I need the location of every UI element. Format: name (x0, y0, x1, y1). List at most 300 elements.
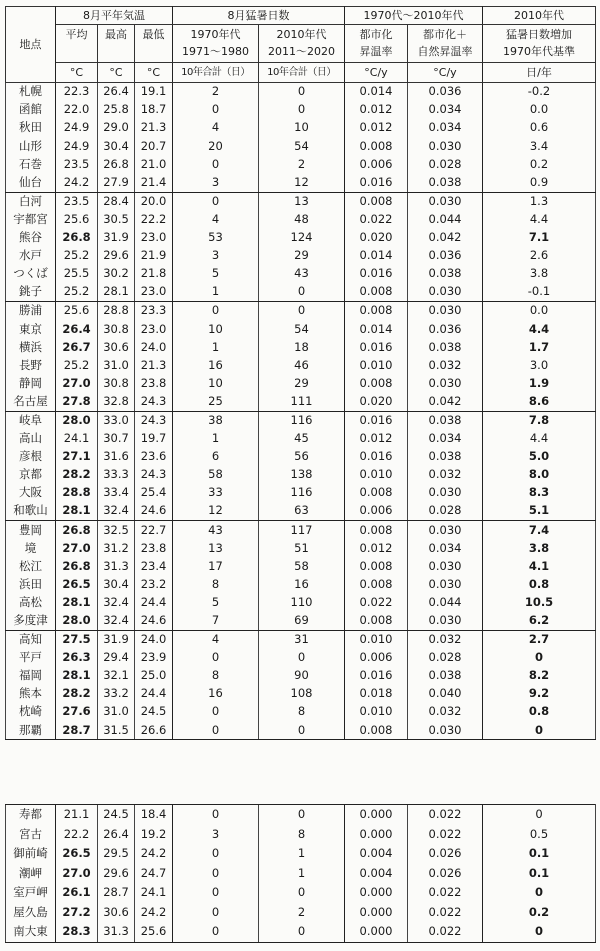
urban-rate-cell: 0.010 (345, 466, 408, 484)
urban-natural-rate-cell: 0.036 (408, 83, 483, 102)
urban-rate-cell: 0.016 (345, 265, 408, 283)
increase-cell: 0 (483, 649, 596, 667)
table-row (6, 466, 596, 484)
header-urban-natural-1: 都市化＋ (423, 28, 467, 41)
min-temp-cell: 21.8 (135, 265, 173, 283)
hot-days-2010-cell: 29 (259, 375, 345, 393)
min-temp-cell: 23.9 (135, 649, 173, 667)
min-temp-cell: 26.6 (135, 721, 173, 740)
table-row (6, 825, 596, 845)
max-temp-cell: 29.6 (98, 864, 135, 884)
max-temp-cell: 31.0 (98, 703, 135, 721)
urban-rate-cell: 0.008 (345, 192, 408, 211)
min-temp-cell: 24.7 (135, 864, 173, 884)
urban-natural-rate-cell: 0.038 (408, 173, 483, 192)
hot-days-1970-cell: 3 (173, 173, 259, 192)
table-row (6, 338, 596, 356)
table-row (6, 922, 596, 942)
hot-days-2010-cell: 116 (259, 411, 345, 430)
min-temp-cell: 19.1 (135, 83, 173, 102)
increase-cell: 1.7 (483, 338, 596, 356)
increase-cell: 2.7 (483, 630, 596, 649)
header-2010-range: 2011〜2020 (268, 44, 335, 58)
min-temp-cell: 24.3 (135, 393, 173, 412)
urban-natural-rate-cell: 0.038 (408, 411, 483, 430)
avg-temp-cell: 28.1 (56, 594, 98, 612)
hot-days-1970-cell: 8 (173, 576, 259, 594)
table-row (6, 630, 596, 649)
place-cell: 名古屋 (6, 393, 56, 412)
place-cell: 静岡 (6, 375, 56, 393)
hot-days-2010-cell: 8 (259, 703, 345, 721)
table-row (6, 155, 596, 173)
urban-natural-rate-cell: 0.036 (408, 247, 483, 265)
urban-rate-cell: 0.006 (345, 502, 408, 521)
min-temp-cell: 24.6 (135, 502, 173, 521)
urban-rate-cell: 0.008 (345, 721, 408, 740)
header-increase-3: 1970年代基準 (503, 44, 575, 58)
table-row (6, 192, 596, 211)
table-row (6, 211, 596, 229)
header-rate-unit-1: °C/y (345, 63, 408, 83)
islands-body (6, 805, 596, 943)
urban-natural-rate-cell: 0.034 (408, 101, 483, 119)
table-row (6, 411, 596, 430)
min-temp-cell: 25.4 (135, 484, 173, 502)
increase-cell: 0.8 (483, 576, 596, 594)
header-2010 (259, 25, 345, 63)
table-row (6, 667, 596, 685)
hot-days-2010-cell: 18 (259, 338, 345, 356)
hot-days-1970-cell: 4 (173, 630, 259, 649)
min-temp-cell: 23.2 (135, 576, 173, 594)
urban-rate-cell: 0.016 (345, 338, 408, 356)
min-temp-cell: 24.5 (135, 703, 173, 721)
hot-days-2010-cell: 0 (259, 922, 345, 942)
urban-rate-cell: 0.010 (345, 703, 408, 721)
max-temp-cell: 26.8 (98, 155, 135, 173)
urban-rate-cell: 0.008 (345, 557, 408, 575)
increase-cell: 0 (483, 883, 596, 903)
avg-temp-cell: 24.1 (56, 430, 98, 448)
place-cell: 石巻 (6, 155, 56, 173)
urban-rate-cell: 0.020 (345, 393, 408, 412)
hot-days-1970-cell: 2 (173, 83, 259, 102)
avg-temp-cell: 28.0 (56, 612, 98, 631)
hot-days-2010-cell: 56 (259, 448, 345, 466)
urban-natural-rate-cell: 0.032 (408, 356, 483, 374)
min-temp-cell: 20.7 (135, 137, 173, 155)
table-row (6, 173, 596, 192)
max-temp-cell: 30.8 (98, 320, 135, 338)
increase-cell: 7.4 (483, 521, 596, 540)
urban-natural-rate-cell: 0.028 (408, 649, 483, 667)
avg-temp-cell: 26.5 (56, 844, 98, 864)
header-1970 (173, 25, 259, 63)
table-row (6, 320, 596, 338)
max-temp-cell: 28.4 (98, 192, 135, 211)
urban-natural-rate-cell: 0.030 (408, 576, 483, 594)
hot-days-2010-cell: 13 (259, 192, 345, 211)
increase-cell: 0 (483, 721, 596, 740)
hot-days-1970-cell: 0 (173, 302, 259, 321)
avg-temp-cell: 23.5 (56, 155, 98, 173)
header-unit-max: °C (98, 63, 135, 83)
hot-days-1970-cell: 5 (173, 594, 259, 612)
increase-cell: 7.8 (483, 411, 596, 430)
increase-cell: 9.2 (483, 685, 596, 703)
urban-natural-rate-cell: 0.030 (408, 557, 483, 575)
hot-days-2010-cell: 1 (259, 844, 345, 864)
min-temp-cell: 18.7 (135, 101, 173, 119)
header-avg: 平均 (56, 25, 98, 63)
urban-rate-cell: 0.016 (345, 448, 408, 466)
increase-cell: 3.8 (483, 539, 596, 557)
place-cell: 境 (6, 539, 56, 557)
urban-rate-cell: 0.012 (345, 101, 408, 119)
hot-days-2010-cell: 54 (259, 320, 345, 338)
hot-days-1970-cell: 0 (173, 721, 259, 740)
avg-temp-cell: 28.2 (56, 685, 98, 703)
avg-temp-cell: 28.1 (56, 667, 98, 685)
urban-rate-cell: 0.008 (345, 521, 408, 540)
max-temp-cell: 30.6 (98, 903, 135, 923)
increase-cell: 5.0 (483, 448, 596, 466)
hot-days-2010-cell: 10 (259, 119, 345, 137)
min-temp-cell: 24.2 (135, 844, 173, 864)
place-cell: 和歌山 (6, 502, 56, 521)
increase-cell: 8.3 (483, 484, 596, 502)
header-increase-1: 2010年代 (483, 7, 596, 25)
table-row (6, 721, 596, 740)
table-row (6, 448, 596, 466)
urban-rate-cell: 0.010 (345, 356, 408, 374)
islands-table (5, 804, 596, 943)
header-hot-days: 8月猛暑日数 (173, 7, 345, 25)
max-temp-cell: 32.4 (98, 594, 135, 612)
max-temp-cell: 31.3 (98, 557, 135, 575)
hot-days-2010-cell: 54 (259, 137, 345, 155)
header-unit-min: °C (135, 63, 173, 83)
header-urban-rate-1: 都市化 (359, 28, 393, 41)
avg-temp-cell: 26.8 (56, 229, 98, 247)
urban-rate-cell: 0.000 (345, 883, 408, 903)
hot-days-2010-cell: 0 (259, 721, 345, 740)
place-cell: 東京 (6, 320, 56, 338)
header-1970-range: 1971〜1980 (182, 44, 249, 58)
urban-natural-rate-cell: 0.030 (408, 375, 483, 393)
max-temp-cell: 30.7 (98, 430, 135, 448)
avg-temp-cell: 27.0 (56, 375, 98, 393)
hot-days-2010-cell: 0 (259, 283, 345, 302)
hot-days-2010-cell: 8 (259, 825, 345, 845)
increase-cell: 0 (483, 922, 596, 942)
min-temp-cell: 23.4 (135, 557, 173, 575)
table-row (6, 375, 596, 393)
table-row (6, 119, 596, 137)
table-row (6, 883, 596, 903)
increase-cell: -0.2 (483, 83, 596, 102)
place-cell: 枕崎 (6, 703, 56, 721)
header-urban-natural-2: 自然昇温率 (417, 44, 473, 58)
max-temp-cell: 31.9 (98, 229, 135, 247)
hot-days-1970-cell: 10 (173, 375, 259, 393)
urban-rate-cell: 0.018 (345, 685, 408, 703)
urban-rate-cell: 0.012 (345, 430, 408, 448)
max-temp-cell: 30.5 (98, 211, 135, 229)
urban-rate-cell: 0.008 (345, 375, 408, 393)
place-cell: 銚子 (6, 283, 56, 302)
hot-days-1970-cell: 0 (173, 649, 259, 667)
increase-cell: 3.0 (483, 356, 596, 374)
max-temp-cell: 31.9 (98, 630, 135, 649)
avg-temp-cell: 22.3 (56, 83, 98, 102)
urban-rate-cell: 0.016 (345, 173, 408, 192)
table-row (6, 703, 596, 721)
urban-natural-rate-cell: 0.032 (408, 466, 483, 484)
min-temp-cell: 23.8 (135, 539, 173, 557)
min-temp-cell: 23.8 (135, 375, 173, 393)
place-cell: 熊谷 (6, 229, 56, 247)
max-temp-cell: 32.4 (98, 612, 135, 631)
place-cell: つくば (6, 265, 56, 283)
avg-temp-cell: 26.8 (56, 557, 98, 575)
header-rate-unit-2: °C/y (408, 63, 483, 83)
hot-days-1970-cell: 10 (173, 320, 259, 338)
hot-days-2010-cell: 2 (259, 903, 345, 923)
hot-days-2010-cell: 111 (259, 393, 345, 412)
table-row (6, 539, 596, 557)
urban-natural-rate-cell: 0.022 (408, 922, 483, 942)
max-temp-cell: 30.4 (98, 576, 135, 594)
avg-temp-cell: 22.2 (56, 825, 98, 845)
increase-cell: 4.4 (483, 320, 596, 338)
urban-natural-rate-cell: 0.030 (408, 721, 483, 740)
hot-days-1970-cell: 3 (173, 247, 259, 265)
urban-natural-rate-cell: 0.030 (408, 192, 483, 211)
table-row (6, 844, 596, 864)
min-temp-cell: 19.2 (135, 825, 173, 845)
hot-days-1970-cell: 0 (173, 903, 259, 923)
table-row (6, 137, 596, 155)
increase-cell: 0.0 (483, 101, 596, 119)
table-row (6, 484, 596, 502)
hot-days-1970-cell: 4 (173, 211, 259, 229)
increase-cell: 1.9 (483, 375, 596, 393)
header-urban-rate (345, 25, 408, 63)
header-min: 最低 (135, 25, 173, 63)
urban-natural-rate-cell: 0.028 (408, 502, 483, 521)
avg-temp-cell: 28.1 (56, 502, 98, 521)
min-temp-cell: 21.0 (135, 155, 173, 173)
min-temp-cell: 21.3 (135, 356, 173, 374)
place-cell: 高知 (6, 630, 56, 649)
place-cell: 横浜 (6, 338, 56, 356)
min-temp-cell: 25.0 (135, 667, 173, 685)
avg-temp-cell: 26.7 (56, 338, 98, 356)
hot-days-2010-cell: 48 (259, 211, 345, 229)
min-temp-cell: 24.0 (135, 630, 173, 649)
hot-days-1970-cell: 0 (173, 703, 259, 721)
avg-temp-cell: 25.2 (56, 247, 98, 265)
place-cell: 豊岡 (6, 521, 56, 540)
increase-cell: 10.5 (483, 594, 596, 612)
min-temp-cell: 24.4 (135, 594, 173, 612)
table-row (6, 502, 596, 521)
urban-natural-rate-cell: 0.034 (408, 119, 483, 137)
max-temp-cell: 27.9 (98, 173, 135, 192)
place-cell: 仙台 (6, 173, 56, 192)
header-increase (483, 25, 596, 63)
min-temp-cell: 21.9 (135, 247, 173, 265)
increase-cell: 4.4 (483, 430, 596, 448)
max-temp-cell: 24.5 (98, 805, 135, 825)
increase-cell: 3.8 (483, 265, 596, 283)
header-increase-unit: 日/年 (483, 63, 596, 83)
table-row (6, 903, 596, 923)
urban-natural-rate-cell: 0.036 (408, 320, 483, 338)
urban-natural-rate-cell: 0.034 (408, 430, 483, 448)
max-temp-cell: 30.2 (98, 265, 135, 283)
min-temp-cell: 21.3 (135, 119, 173, 137)
table-row (6, 302, 596, 321)
urban-rate-cell: 0.008 (345, 283, 408, 302)
urban-natural-rate-cell: 0.032 (408, 630, 483, 649)
place-cell: 水戸 (6, 247, 56, 265)
table-row (6, 83, 596, 102)
min-temp-cell: 18.4 (135, 805, 173, 825)
hot-days-1970-cell: 16 (173, 685, 259, 703)
max-temp-cell: 33.3 (98, 466, 135, 484)
place-cell: 勝浦 (6, 302, 56, 321)
hot-days-2010-cell: 58 (259, 557, 345, 575)
increase-cell: 0 (483, 805, 596, 825)
hot-days-2010-cell: 110 (259, 594, 345, 612)
increase-cell: 0.8 (483, 703, 596, 721)
max-temp-cell: 28.7 (98, 883, 135, 903)
place-cell: 宮古 (6, 825, 56, 845)
main-climate-table (5, 6, 596, 740)
hot-days-1970-cell: 12 (173, 502, 259, 521)
hot-days-1970-cell: 1 (173, 338, 259, 356)
min-temp-cell: 25.6 (135, 922, 173, 942)
avg-temp-cell: 27.5 (56, 630, 98, 649)
table-row (6, 521, 596, 540)
urban-natural-rate-cell: 0.030 (408, 521, 483, 540)
hot-days-1970-cell: 43 (173, 521, 259, 540)
place-cell: 秋田 (6, 119, 56, 137)
urban-natural-rate-cell: 0.030 (408, 137, 483, 155)
urban-natural-rate-cell: 0.042 (408, 229, 483, 247)
place-cell: 室戸岬 (6, 883, 56, 903)
max-temp-cell: 31.3 (98, 922, 135, 942)
urban-rate-cell: 0.010 (345, 630, 408, 649)
urban-rate-cell: 0.006 (345, 649, 408, 667)
min-temp-cell: 23.3 (135, 302, 173, 321)
avg-temp-cell: 28.8 (56, 484, 98, 502)
urban-rate-cell: 0.004 (345, 844, 408, 864)
hot-days-1970-cell: 0 (173, 805, 259, 825)
increase-cell: 7.1 (483, 229, 596, 247)
increase-cell: 8.0 (483, 466, 596, 484)
hot-days-2010-cell: 0 (259, 805, 345, 825)
place-cell: 屋久島 (6, 903, 56, 923)
hot-days-1970-cell: 8 (173, 667, 259, 685)
place-cell: 松江 (6, 557, 56, 575)
place-cell: 寿都 (6, 805, 56, 825)
max-temp-cell: 32.5 (98, 521, 135, 540)
place-cell: 福岡 (6, 667, 56, 685)
table-row (6, 612, 596, 631)
max-temp-cell: 33.4 (98, 484, 135, 502)
hot-days-2010-cell: 31 (259, 630, 345, 649)
hot-days-1970-cell: 16 (173, 356, 259, 374)
urban-rate-cell: 0.014 (345, 320, 408, 338)
table-row (6, 557, 596, 575)
header-period: 1970代〜2010年代 (345, 7, 483, 25)
hot-days-2010-cell: 90 (259, 667, 345, 685)
avg-temp-cell: 22.0 (56, 101, 98, 119)
min-temp-cell: 23.0 (135, 283, 173, 302)
hot-days-2010-cell: 0 (259, 649, 345, 667)
hot-days-2010-cell: 2 (259, 155, 345, 173)
avg-temp-cell: 25.2 (56, 283, 98, 302)
urban-natural-rate-cell: 0.022 (408, 903, 483, 923)
urban-rate-cell: 0.000 (345, 903, 408, 923)
hot-days-2010-cell: 16 (259, 576, 345, 594)
increase-cell: 0.6 (483, 119, 596, 137)
max-temp-cell: 31.6 (98, 448, 135, 466)
urban-rate-cell: 0.000 (345, 922, 408, 942)
avg-temp-cell: 27.0 (56, 539, 98, 557)
hot-days-2010-cell: 69 (259, 612, 345, 631)
max-temp-cell: 29.6 (98, 247, 135, 265)
max-temp-cell: 26.4 (98, 83, 135, 102)
hot-days-2010-cell: 51 (259, 539, 345, 557)
max-temp-cell: 30.8 (98, 375, 135, 393)
table-row (6, 247, 596, 265)
max-temp-cell: 29.4 (98, 649, 135, 667)
increase-cell: 0.5 (483, 825, 596, 845)
avg-temp-cell: 24.9 (56, 137, 98, 155)
place-cell: 大阪 (6, 484, 56, 502)
urban-natural-rate-cell: 0.040 (408, 685, 483, 703)
max-temp-cell: 29.5 (98, 844, 135, 864)
urban-natural-rate-cell: 0.038 (408, 667, 483, 685)
avg-temp-cell: 26.4 (56, 320, 98, 338)
table-row (6, 685, 596, 703)
place-cell: 函館 (6, 101, 56, 119)
increase-cell: 5.1 (483, 502, 596, 521)
hot-days-2010-cell: 12 (259, 173, 345, 192)
avg-temp-cell: 27.1 (56, 448, 98, 466)
min-temp-cell: 22.7 (135, 521, 173, 540)
hot-days-1970-cell: 7 (173, 612, 259, 631)
hot-days-2010-cell: 29 (259, 247, 345, 265)
urban-rate-cell: 0.004 (345, 864, 408, 884)
hot-days-1970-cell: 5 (173, 265, 259, 283)
table-row (6, 576, 596, 594)
max-temp-cell: 32.4 (98, 502, 135, 521)
increase-cell: 4.1 (483, 557, 596, 575)
place-cell: 白河 (6, 192, 56, 211)
urban-rate-cell: 0.008 (345, 137, 408, 155)
avg-temp-cell: 25.6 (56, 211, 98, 229)
table-row (6, 356, 596, 374)
increase-cell: 0.2 (483, 155, 596, 173)
avg-temp-cell: 27.6 (56, 703, 98, 721)
place-cell: 京都 (6, 466, 56, 484)
